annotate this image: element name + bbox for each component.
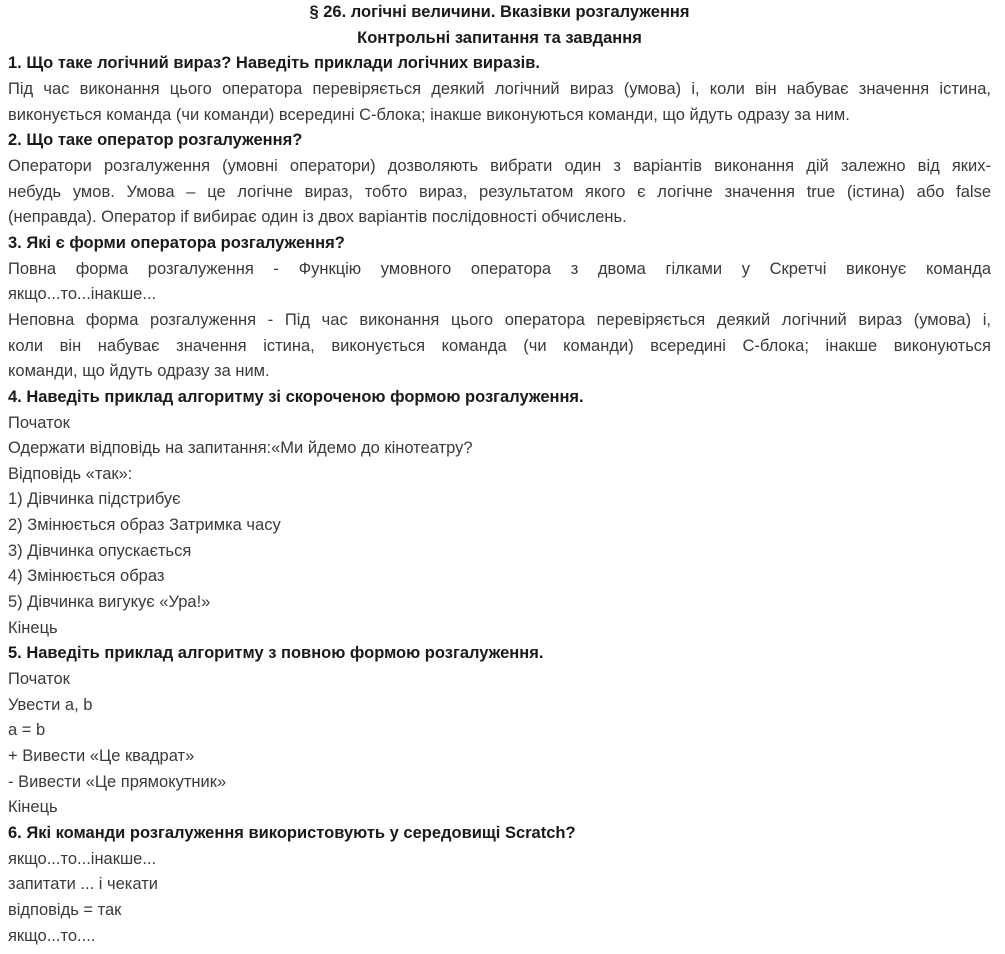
question-heading: 1. Що таке логічний вираз? Наведіть приклади логічних виразів. — [8, 54, 540, 73]
command-item: відповідь = так — [8, 900, 122, 919]
algorithm-step: Одержати відповідь на запитання:«Ми йдемо до кінотеатру? — [8, 439, 473, 458]
command-item: якщо...то...інакше... — [8, 849, 157, 868]
algorithm-step: 2) Змінюється образ Затримка часу — [8, 516, 281, 535]
answer-line: коли він набуває значення істина, виконується команда (чи команди) всередині С-блока; інакше виконуються — [8, 336, 991, 355]
answer-line: небудь умов. Умова – це логічне вираз, тобто вираз, результатом якого є логічне значення true (істина) або false — [8, 182, 991, 201]
algorithm-step: 4) Змінюється образ — [8, 567, 165, 586]
answer-line: Під час виконання цього оператора перевіряється деякий логічний вираз (умова) і, коли він набуває значення істина, — [8, 79, 991, 98]
algorithm-step: Початок — [8, 413, 70, 432]
answer-line: виконується команда (чи команди) всередині С-блока; інакше виконуються команди, що йдуть одразу за ним. — [8, 105, 850, 124]
command-item: запитати ... і чекати — [8, 875, 158, 894]
question-6 — [8, 821, 991, 949]
algorithm-step: Кінець — [8, 618, 58, 637]
algorithm-step: + Вивести «Це квадрат» — [8, 747, 195, 766]
algorithm-step: 5) Дівчинка вигукує «Ура!» — [8, 593, 211, 612]
section-subtitle: Контрольні запитання та завдання — [357, 28, 642, 47]
algorithm-step: 1) Дівчинка підстрибує — [8, 490, 181, 509]
algorithm-step: Початок — [8, 670, 70, 689]
question-heading: 5. Наведіть приклад алгоритму з повною формою розгалуження. — [8, 644, 544, 663]
question-4 — [8, 385, 991, 642]
question-heading: 4. Наведіть приклад алгоритму зі скороченою формою розгалуження. — [8, 387, 584, 406]
question-1 — [8, 51, 991, 128]
algorithm-step: Відповідь «так»: — [8, 464, 133, 483]
answer-line: якщо...то...інакше... — [8, 285, 157, 304]
question-3 — [8, 231, 991, 385]
question-heading: 3. Які є форми оператора розгалуження? — [8, 233, 345, 252]
question-2 — [8, 128, 991, 231]
answer-line: команди, що йдуть одразу за ним. — [8, 362, 270, 381]
question-heading: 6. Які команди розгалуження використовують у середовищі Scratch? — [8, 824, 576, 842]
algorithm-step: Кінець — [8, 798, 58, 817]
page-title: § 26. логічні величини. Вказівки розгалуження — [309, 3, 690, 21]
answer-line: Оператори розгалуження (умовні оператори) дозволяють вибрати один з варіантів виконання дій залежно від яких- — [8, 156, 991, 175]
command-item: якщо...то.... — [8, 926, 96, 945]
algorithm-step: - Вивести «Це прямокутник» — [8, 772, 227, 791]
answer-line: (неправда). Оператор if вибирає один із двох варіантів послідовності обчислень. — [8, 208, 627, 227]
question-5 — [8, 641, 991, 821]
algorithm-step: a = b — [8, 721, 46, 740]
answer-line: Повна форма розгалуження - Функцію умовного оператора з двома гілками у Скретчі виконує команда — [8, 259, 991, 278]
algorithm-step: Увести a, b — [8, 695, 93, 714]
question-heading: 2. Що таке оператор розгалуження? — [8, 131, 303, 150]
answer-line: Неповна форма розгалуження - Під час виконання цього оператора перевіряється деякий логічний вираз (умова) і, — [8, 310, 991, 329]
algorithm-step: 3) Дівчинка опускається — [8, 541, 192, 560]
